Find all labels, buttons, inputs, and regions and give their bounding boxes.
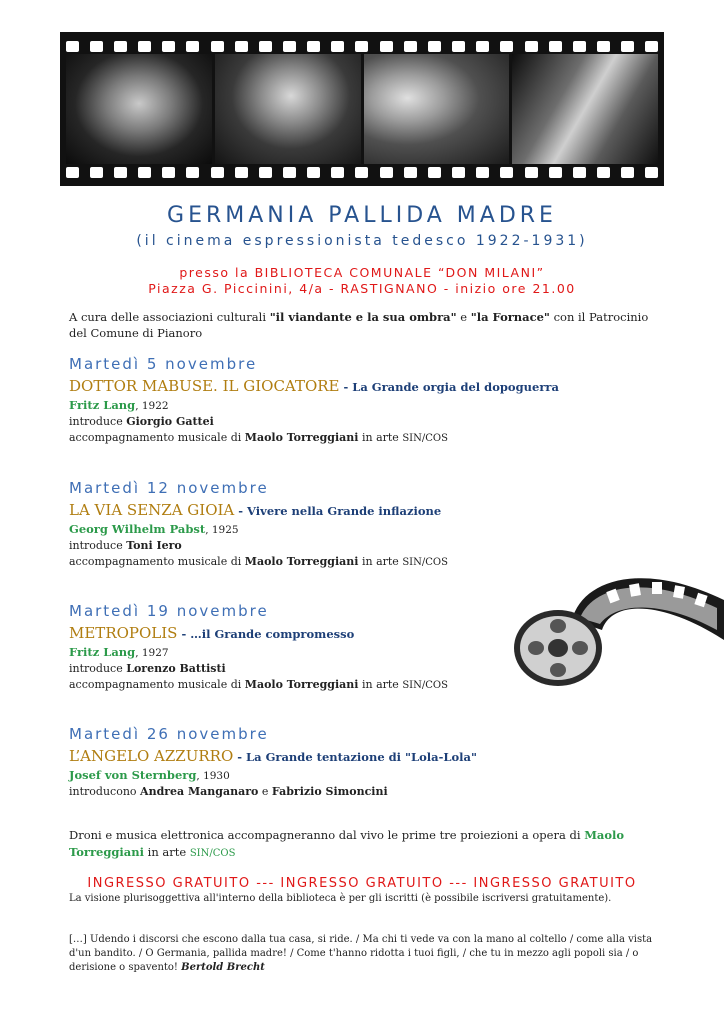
film-perforations-top (60, 37, 664, 55)
event-1: Martedì 5 novembre DOTTOR MABUSE. IL GIOCATORE - La Grande orgia del dopoguerra Fritz Lang, 1922 introduce Giorgio Gattei accompagnamento musicale di Maolo Torreggiani in arte SIN/COS (69, 354, 689, 447)
film-theme: - La Grande tentazione di "Lola-Lola" (233, 750, 477, 764)
film-frame-metropolis-image (364, 54, 510, 164)
event-date: Martedì 5 novembre (69, 355, 258, 373)
film-theme: - La Grande orgia del dopoguerra (339, 380, 559, 394)
film-director: Georg Wilhelm Pabst (69, 522, 206, 536)
film-title: LA VIA SENZA GIOIA (69, 501, 235, 519)
event-3: Martedì 19 novembre METROPOLIS - …il Grande compromesso Fritz Lang, 1927 introduce Lorenzo Battisti accompagnamento musicale di Maolo Torreggiani in arte SIN/COS (69, 601, 689, 694)
film-director: Josef von Sternberg (69, 768, 197, 782)
introducer-2: Fabrizio Simoncini (271, 785, 388, 798)
brecht-quote: […] Udendo i discorsi che escono dalla tua casa, si ride. / Ma chi ti vede va con la mano al coltello / come alla vista d'un bandito. / O Germania, pallida madre! / Come t'hanno ridotta i tuoi figli, / che tu in mezzo agli popoli sia / o derisione o spavento! Bertold Brecht (69, 934, 653, 973)
quote-author: Bertold Brecht (181, 962, 265, 973)
film-year: , 1927 (135, 647, 169, 659)
association-viandante: "il viandante e la sua ombra" (269, 310, 457, 324)
introducer: Andrea Manganaro (140, 785, 259, 798)
musician: Maolo Torreggiani (244, 555, 359, 568)
film-strip-banner (60, 32, 664, 186)
address-line: Piazza G. Piccinini, 4/a - RASTIGNANO - inizio ore 21.00 (148, 281, 576, 296)
film-director: Fritz Lang (69, 645, 136, 659)
free-entry-banner: INGRESSO GRATUITO --- INGRESSO GRATUITO --- INGRESSO GRATUITO (87, 876, 637, 891)
introducer: Toni Iero (126, 539, 182, 552)
film-year: , 1922 (135, 400, 169, 412)
library-note: La visione plurisoggettiva all'interno della biblioteca è per gli iscritti (è possibile iscriversi gratuitamente). (69, 893, 612, 904)
drone-music-paragraph: Droni e musica elettronica accompagneranno dal vivo le prime tre proiezioni a opera di Maolo Torreggiani in arte SIN/COS (69, 828, 625, 859)
venue-line: presso la BIBLIOTECA COMUNALE “DON MILANI” (179, 265, 545, 280)
film-title: L’ANGELO AZZURRO (69, 747, 234, 765)
organizers-paragraph: A cura delle associazioni culturali "il viandante e la sua ombra" e "la Fornace" con il Patrocinio del Comune di Pianoro (69, 310, 649, 340)
event-2: Martedì 12 novembre LA VIA SENZA GIOIA - Vivere nella Grande inflazione Georg Wilhelm Pabst, 1925 introduce Toni Iero accompagnamento musicale di Maolo Torreggiani in arte SIN/COS (69, 478, 689, 571)
drone-musician: Maolo Torreggiani (69, 828, 625, 859)
film-director: Fritz Lang (69, 398, 136, 412)
association-fornace: "la Fornace" (470, 310, 550, 324)
film-frame-cabaret-image (512, 54, 658, 164)
page-subtitle: (il cinema espressionista tedesco 1922-1931) (136, 233, 588, 249)
film-frame-actress-image (215, 54, 361, 164)
film-year: , 1925 (205, 524, 239, 536)
film-year: , 1930 (196, 770, 230, 782)
film-title: DOTTOR MABUSE. IL GIOCATORE (69, 377, 340, 395)
film-theme: - …il Grande compromesso (177, 627, 355, 641)
event-date: Martedì 19 novembre (69, 602, 269, 620)
film-theme: - Vivere nella Grande inflazione (234, 504, 442, 518)
film-frame-mabuse-image (66, 54, 212, 164)
event-4: Martedì 26 novembre L’ANGELO AZZURRO - La Grande tentazione di "Lola-Lola" Josef von Sternberg, 1930 introducono Andrea Manganaro e Fabrizio Simoncini (69, 724, 689, 800)
film-perforations-bottom (60, 163, 664, 181)
musician: Maolo Torreggiani (244, 678, 359, 691)
introducer: Giorgio Gattei (126, 415, 214, 428)
film-reel-illustration (512, 560, 724, 690)
event-date: Martedì 12 novembre (69, 479, 269, 497)
introducer: Lorenzo Battisti (126, 662, 226, 675)
page-title: GERMANIA PALLIDA MADRE (167, 203, 557, 228)
film-title: METROPOLIS (69, 624, 178, 642)
musician: Maolo Torreggiani (244, 431, 359, 444)
event-date: Martedì 26 novembre (69, 725, 269, 743)
